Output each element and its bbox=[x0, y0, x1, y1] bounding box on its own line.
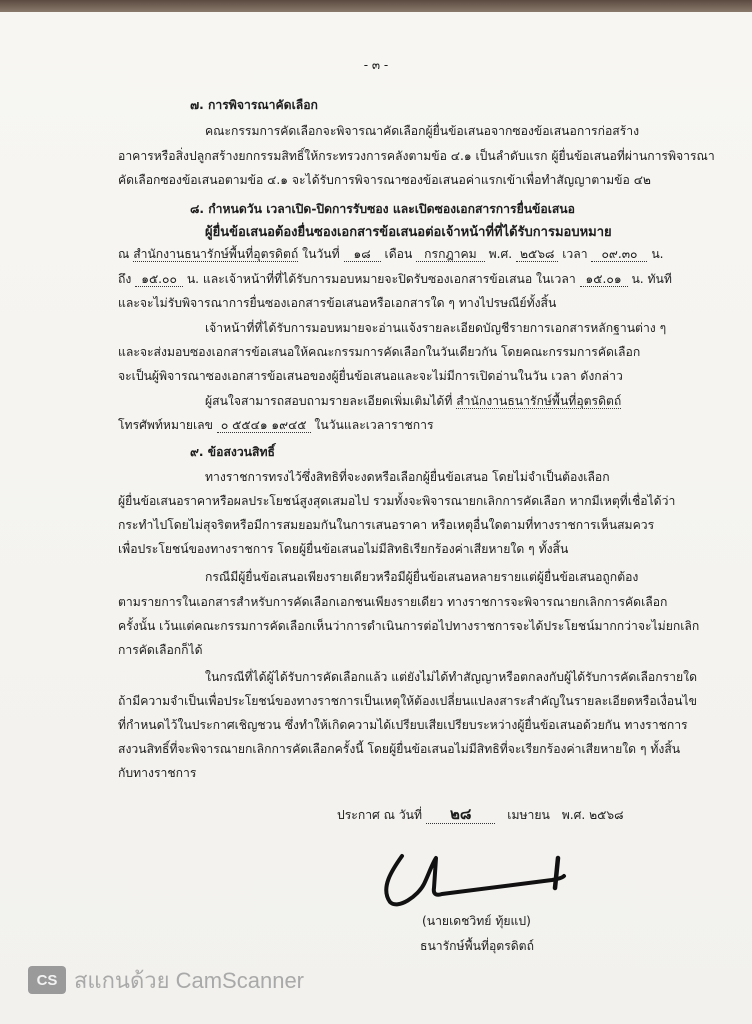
section-9-para3-line: ในกรณีที่ได้ผู้ได้รับการคัดเลือกแล้ว แต่ยังไม่ได้ทำสัญญาหรือตกลงกับผู้ได้รับการคัดเลือกรายใด bbox=[205, 670, 698, 684]
phone-number: ๐ ๕๕๔๑ ๑๙๔๕ bbox=[217, 418, 311, 433]
section-8-para3-line-1 bbox=[205, 393, 621, 409]
time-end-value: ๑๕.๐๐ bbox=[135, 272, 183, 287]
section-9-para3-line: ถ้ามีความจำเป็นเพื่อประโยชน์ของทางราชการเป็นเหตุให้ต้องเปลี่ยนแปลงสาระสำคัญในรายละเอียดหรือเงื่อนไข bbox=[118, 694, 697, 708]
text: น. bbox=[651, 247, 664, 261]
time-start-value: ๐๙.๓๐ bbox=[591, 247, 647, 262]
announcement-line bbox=[337, 806, 624, 823]
page-number: - ๓ - bbox=[363, 58, 389, 72]
section-9-para1-line: กระทำไปโดยไม่สุจริตหรือมีการสมยอมกันในการเสนอราคา หรือเหตุอื่นใดตามที่ทางราชการเห็นสมควร bbox=[118, 518, 655, 532]
section-8-line: ผู้ยื่นข้อเสนอต้องยื่นซองเอกสารข้อเสนอต่อเจ้าหน้าที่ที่ได้รับการมอบหมาย bbox=[205, 225, 612, 240]
section-9-para2-line: ตามรายการในเอกสารสำหรับการคัดเลือกเอกชนเพียงรายเดียว ทางราชการจะพิจารณายกเลิกการคัดเลือก bbox=[118, 595, 668, 609]
section-9-para3-line: กับทางราชการ bbox=[118, 766, 197, 780]
day-value: ๑๘ bbox=[344, 247, 381, 262]
time-open-value: ๑๕.๐๑ bbox=[580, 272, 628, 287]
signature bbox=[372, 848, 582, 918]
signer-position: ธนารักษ์พื้นที่อุตรดิตถ์ bbox=[420, 939, 534, 953]
section-8-para2-line: และจะส่งมอบซองเอกสารข้อเสนอให้คณะกรรมการคัดเลือกในวันเดียวกัน โดยคณะกรรมการคัดเลือก bbox=[118, 345, 641, 359]
section-9-heading: ๙. ข้อสงวนสิทธิ์ bbox=[190, 445, 275, 459]
year-value: ๒๕๖๘ bbox=[516, 247, 558, 262]
announcement-label: ประกาศ ณ วันที่ bbox=[337, 808, 423, 822]
text: ในวันที่ bbox=[302, 247, 340, 261]
camscanner-logo-icon: CS bbox=[28, 966, 66, 994]
top-edge-shadow bbox=[0, 0, 752, 12]
text: น. ทันที bbox=[631, 272, 672, 286]
text: เวลา bbox=[562, 247, 588, 261]
section-9-para2-line: ครั้งนั้น เว้นแต่คณะกรรมการคัดเลือกเห็นว่าการดำเนินการต่อไปทางราชการจะได้ประโยชน์มากกว่าจะไม่ยกเลิก bbox=[118, 619, 700, 633]
section-8-para3-line-2 bbox=[118, 417, 434, 433]
text: ผู้สนใจสามารถสอบถามรายละเอียดเพิ่มเติมได้ที่ bbox=[205, 394, 453, 408]
section-9-para2-line: กรณีมีผู้ยื่นข้อเสนอเพียงรายเดียวหรือมีผู้ยื่นข้อเสนอหลายรายแต่ผู้ยื่นข้อเสนอถูกต้อง bbox=[205, 570, 639, 584]
announcement-year-label: พ.ศ. bbox=[561, 808, 586, 822]
text: โทรศัพท์หมายเลข bbox=[118, 418, 213, 432]
announcement-day: ๒๘ bbox=[426, 805, 495, 824]
section-9-para2-line: การคัดเลือกก็ได้ bbox=[118, 643, 203, 657]
text: ในวันและเวลาราชการ bbox=[314, 418, 434, 432]
text: น. และเจ้าหน้าที่ที่ได้รับการมอบหมายจะปิดรับซองเอกสารข้อเสนอ ในเวลา bbox=[186, 272, 576, 286]
section-8-heading: ๘. กำหนดวัน เวลาเปิด-ปิดการรับซอง และเปิดซองเอกสารการยื่นข้อเสนอ bbox=[190, 202, 575, 216]
text: พ.ศ. bbox=[488, 247, 513, 261]
section-7-line: คณะกรรมการคัดเลือกจะพิจารณาคัดเลือกผู้ยื่นข้อเสนอจากซองข้อเสนอการก่อสร้าง bbox=[205, 124, 640, 138]
camscanner-text: สแกนด้วย CamScanner bbox=[74, 967, 305, 993]
section-8-para2-line: เจ้าหน้าที่ที่ได้รับการมอบหมายจะอ่านแจ้งรายละเอียดบัญชีรายการเอกสารหลักฐานต่าง ๆ bbox=[205, 321, 667, 335]
section-7-line: อาคารหรือสิ่งปลูกสร้างยกกรรมสิทธิ์ให้กระทรวงการคลังตามข้อ ๔.๑ เป็นลำดับแรก ผู้ยื่นข้อเสนอที่ผ่านการพิจารณา bbox=[118, 149, 715, 163]
signer-name: (นายเดชวิทย์ ทุ้ยแป) bbox=[422, 914, 531, 928]
section-9-para1-line: ทางราชการทรงไว้ซึ่งสิทธิที่จะงดหรือเลือกผู้ยื่นข้อเสนอ โดยไม่จำเป็นต้องเลือก bbox=[205, 470, 610, 484]
section-9-para1-line: ผู้ยื่นข้อเสนอราคาหรือผลประโยชน์สูงสุดเสมอไป รวมทั้งจะพิจารณายกเลิกการคัดเลือก หากมีเหตุที่เชื่อได้ว่า bbox=[118, 494, 676, 508]
section-8-line: และจะไม่รับพิจารณาการยื่นซองเอกสารข้อเสนอหรือเอกสารใด ๆ ทางไปรษณีย์ทั้งสิ้น bbox=[118, 296, 557, 310]
announcement-month: เมษายน bbox=[507, 808, 550, 822]
section-8-para2-line: จะเป็นผู้พิจารณาซองเอกสารข้อเสนอของผู้ยื่นข้อเสนอและจะไม่มีการเปิดอ่านในวัน เวลา ดังกล่าว bbox=[118, 369, 623, 383]
text: ถึง bbox=[118, 272, 132, 286]
camscanner-watermark bbox=[28, 965, 304, 995]
section-9-para3-line: สงวนสิทธิ์ที่จะพิจารณายกเลิกการคัดเลือกครั้งนี้ โดยผู้ยื่นข้อเสนอไม่มีสิทธิที่จะเรียกร้องค่าเสียหายใด ๆ ทั้งสิ้น bbox=[118, 742, 681, 756]
section-7-line: คัดเลือกซองข้อเสนอตามข้อ ๔.๑ จะได้รับการพิจารณาซองข้อเสนอค่าแรกเข้าเพื่อทำสัญญาตามข้อ ๔๒ bbox=[118, 173, 651, 187]
section-8-line-2 bbox=[118, 246, 664, 262]
announcement-year: ๒๕๖๘ bbox=[589, 808, 624, 822]
section-8-line-3 bbox=[118, 271, 672, 287]
section-9-para3-line: ที่กำหนดไว้ในประกาศเชิญชวน ซึ่งทำให้เกิดความได้เปรียบเสียเปรียบระหว่างผู้ยื่นข้อเสนอด้วยกัน ทางราชการ bbox=[118, 718, 688, 732]
month-value: กรกฎาคม bbox=[416, 247, 485, 262]
section-7-heading: ๗. การพิจารณาคัดเลือก bbox=[190, 98, 318, 112]
section-9-para1-line: เพื่อประโยชน์ของทางราชการ โดยผู้ยื่นข้อเสนอไม่มีสิทธิเรียกร้องค่าเสียหายใด ๆ ทั้งสิ้น bbox=[118, 542, 569, 556]
text: ณ bbox=[118, 247, 130, 261]
place-name: สำนักงานธนารักษ์พื้นที่อุตรดิตถ์ bbox=[456, 394, 622, 408]
text: เดือน bbox=[384, 247, 413, 261]
place-name: สำนักงานธนารักษ์พื้นที่อุตรดิตถ์ bbox=[133, 247, 299, 261]
